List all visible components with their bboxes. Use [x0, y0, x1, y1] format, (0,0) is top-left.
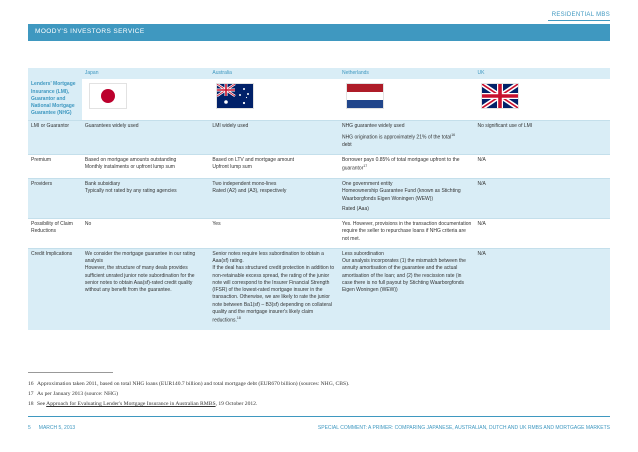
cell-text: Yes [212, 221, 221, 228]
footer-date: MARCH 5, 2013 [38, 425, 76, 431]
footnote [28, 401, 257, 407]
cell-text: No [84, 221, 92, 228]
cell-text: We consider the mortgage guarantee in our rating analysis [84, 250, 196, 265]
table-row [28, 219, 610, 249]
col-header-japan: Japan [82, 68, 210, 79]
section-rule [548, 20, 610, 21]
cell-text: LMI widely used [212, 122, 249, 129]
footnote [28, 381, 349, 387]
table-row [28, 120, 610, 154]
row-label: LMI or Guarantor [28, 120, 82, 154]
section-tag: RESIDENTIAL MBS [551, 12, 610, 18]
japan-flag-icon [89, 83, 127, 109]
cell-text: Upfront lump sum [212, 164, 252, 171]
australia-flag-icon [216, 83, 254, 109]
table-row [28, 248, 610, 330]
cell-text: Based on LTV and mortgage amount [212, 156, 295, 163]
footnote-text: , 19 October 2012. [215, 401, 258, 407]
footnote-ref: 17 [363, 164, 368, 169]
cell-text: N/A [477, 181, 486, 188]
header-blank [28, 68, 82, 79]
row-label: Possibility of Claim Reductions [28, 219, 82, 249]
cell-text: N/A [477, 250, 486, 257]
footnote-number: 16 [28, 381, 34, 387]
cell-text: debt [341, 141, 352, 148]
cell-text: However, the structure of many deals provides sufficient unrated junior note subordination for the senior notes to obtain Aaa(sf)-rated credit quality without any benefit from the guarantee. [84, 265, 195, 294]
footnote-text: Approximation taken 2011, based on total NHG loans (EUR140.7 billion) and total mortgage debt (EUR670 billion) (sources: NHG, CBS). [37, 381, 350, 387]
col-header-uk: UK [474, 68, 610, 79]
row-label: Premium [28, 154, 82, 178]
cell-text: Typically not rated by any rating agencies [84, 188, 177, 195]
footer-left [28, 425, 83, 431]
row-label: Providers [28, 179, 82, 219]
cell-text: Monthly instalments or upfront lump sum [84, 164, 175, 171]
cell-text: Less subordination [341, 250, 384, 257]
col-header-netherlands: Netherlands [339, 68, 475, 79]
row-label: Credit Implications [28, 248, 82, 330]
footer-title: SPECIAL COMMENT: A PRIMER: COMPARING JAPANESE, AUSTRALIAN, DUTCH AND UK RMBS AND MORTGAGE MARKETS [317, 425, 610, 431]
cell-text: One government entity [341, 181, 393, 188]
uk-flag-icon [481, 83, 519, 109]
publisher-bar [28, 24, 610, 41]
flag-row [28, 79, 610, 120]
cell-text: If the deal has structured credit protection in addition to non-retainable excess spread, the rating of the junior note will correspond to the Insurer Financial Strength (IFSR) of the lowest-rated mortgage insurer in the transaction. Otherwise, we are likely to rate the junior note between Ba1(sf) – B3(sf) depending on collateral quality and the mortgage insurer's likely claim reductions.$^{18}$ [212, 265, 335, 324]
footnote-ref: 18 [236, 316, 241, 321]
cell-text: Yes. However, provisions in the transaction documentation require the seller to repurchase loans if NHG criteria are not met. [341, 221, 472, 242]
cell-text: Guarantees widely used [84, 122, 139, 129]
cell-text: Two independent mono-lines [212, 181, 277, 188]
cell-text: NHG origination is approximately 21% of the total [341, 134, 452, 141]
publisher-name: MOODY'S INVESTORS SERVICE [35, 28, 145, 35]
cell-text: No significant use of LMI [477, 122, 533, 129]
cell-text: Borrower pays 0.85% of total mortgage upfront to the guarantor$^{17}$ [341, 156, 460, 172]
footnote-text: See [37, 401, 46, 407]
cell-text: N/A [477, 156, 486, 163]
footnote-number: 18 [28, 401, 34, 407]
cell-text: Based on mortgage amounts outstanding [84, 156, 177, 163]
cell-text: Homeownership Guarantee Fund (known as Stichting Waarborgfonds Eigen Woningen (WEW)) [341, 188, 461, 202]
page-number: 5 [28, 425, 31, 431]
table-header-row [28, 68, 610, 79]
footnote-text: As per January 2013 (source: NHG) [37, 391, 118, 397]
footnote-rule [28, 372, 113, 373]
table-row [28, 179, 610, 219]
table-row [28, 154, 610, 178]
netherlands-flag-icon [346, 83, 384, 109]
footnote-link[interactable]: Approach for Evaluating Lender's Mortgage Insurance in Australian RMBS [46, 401, 216, 407]
cell-text: N/A [477, 221, 486, 228]
cell-text: Our analysis incorporates (1) the mismatch between the annuity amortisation of the guarantee and the actual amortisation of the loan; and (2) the rescission rate (in case there is no full payout by Stichting Waarborgfonds Eigen Woningen (WEW)) [341, 258, 466, 294]
cell-text: NHG guarantee widely used [341, 122, 405, 129]
cell-text: Senior notes require less subordination to obtain a Aaa(sf) rating. [212, 250, 324, 265]
cell-text: Bank subsidiary [84, 181, 121, 188]
footnote-ref: 16 [451, 132, 456, 137]
footnote [28, 391, 118, 397]
col-header-australia: Australia [209, 68, 339, 79]
footer-rule [28, 416, 610, 417]
footnote-number: 17 [28, 391, 34, 397]
flag-row-label: Lenders' Mortgage Insurance (LMI), Guarantor and National Mortgage Guarantee (NHG) [28, 79, 82, 120]
comparison-table [28, 68, 610, 330]
cell-text: Rated (A2) and (A3), respectively [212, 188, 287, 195]
cell-text: Rated (Aaa) [341, 205, 369, 212]
